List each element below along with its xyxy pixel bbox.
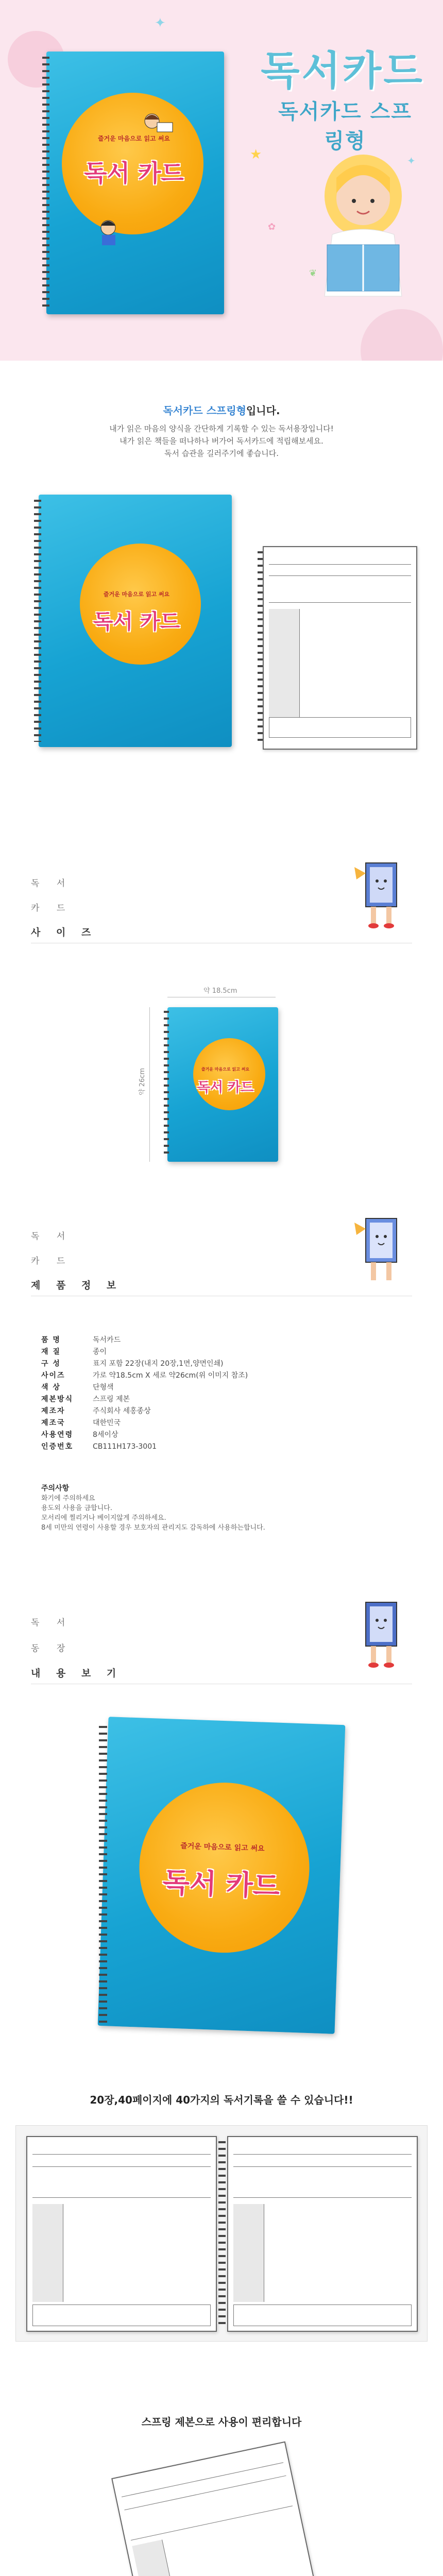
width-label: 약 18.5cm — [203, 987, 237, 995]
table-row — [41, 1429, 248, 1441]
spring-sheet-image — [111, 2442, 329, 2576]
intro-headline-bold: 독서카드 스프링형 — [163, 404, 246, 417]
cover-title: 독서 카드 — [197, 1080, 254, 1095]
info-key: 품 명 — [41, 1336, 61, 1344]
star-icon: ✦ — [155, 15, 166, 31]
table-row — [41, 1394, 248, 1405]
table-row — [41, 1370, 248, 1382]
info-key: 사용연령 — [41, 1431, 74, 1439]
caution-line: 용도외 사용을 금합니다. — [41, 1504, 112, 1512]
overview-sheet-image — [263, 546, 417, 750]
section-kicker: 독 서 — [31, 1231, 73, 1242]
spiral-binding — [258, 551, 263, 744]
table-row — [41, 1334, 248, 1346]
cover-caption: 즐거운 마음으로 읽고 써요 — [103, 591, 170, 598]
kid-icon — [93, 216, 129, 247]
left-page — [26, 2136, 217, 2332]
section-title-size: 사 이 즈 — [31, 927, 97, 938]
hero-banner — [0, 0, 443, 361]
info-key: 인증번호 — [41, 1443, 74, 1451]
height-label: 약 26cm — [139, 1067, 147, 1096]
hero-cover-image — [46, 52, 224, 314]
caution-title: 주의사항 — [41, 1484, 70, 1493]
section-kicker: 독 서 — [31, 1618, 73, 1628]
table-row — [41, 1382, 248, 1394]
info-key: 제조국 — [41, 1419, 65, 1427]
cover-caption: 즐거운 마음으로 읽고 써요 — [97, 135, 171, 142]
info-value: 8세이상 — [93, 1431, 118, 1439]
hero-subtitle: 독서카드 스프링형 — [278, 100, 412, 153]
right-page — [227, 2136, 418, 2332]
spiral-binding — [164, 1011, 169, 1158]
height-dimension-line — [149, 1007, 150, 1162]
book-mascot-icon — [350, 1597, 407, 1674]
table-row — [41, 1417, 248, 1429]
cover-caption: 즐거운 마음으로 읽고 써요 — [180, 1842, 265, 1853]
info-value: 스프링 제본 — [93, 1395, 130, 1403]
spiral-binding — [99, 1726, 107, 2025]
intro-line: 내가 읽은 책들을 떠나하나 버가어 독서카드에 적립해보세요. — [120, 436, 323, 446]
info-key: 재 질 — [41, 1348, 61, 1356]
section-kicker: 카 드 — [31, 903, 73, 913]
spiral-binding — [34, 500, 41, 742]
pages-caption: 20장,40페이지에 40가지의 독서기록을 쓸 수 있습니다!! — [90, 2094, 353, 2106]
table-row — [41, 1346, 248, 1358]
flower-icon: ✿ — [268, 222, 276, 232]
caution-line: 화기에 주의하세요 — [41, 1495, 95, 1502]
info-value: 단형색 — [93, 1383, 114, 1392]
intro-line: 독서 습관을 길러주기에 좋습니다. — [164, 449, 279, 458]
info-key: 색 상 — [41, 1383, 61, 1392]
info-value: 표지 포함 22장(내지 20장,1면,양면인쇄) — [93, 1360, 224, 1368]
reading-kid-icon — [137, 108, 178, 139]
info-value: 대한민국 — [93, 1419, 121, 1427]
caution-line: 8세 미만의 연령이 사용할 경우 보호자의 관리지도 감독하에 사용하는합니다. — [41, 1524, 265, 1532]
info-value: 독서카드 — [93, 1336, 121, 1344]
info-key: 구 성 — [41, 1360, 61, 1368]
table-row — [41, 1405, 248, 1417]
info-value: CB111H173-3001 — [93, 1443, 157, 1451]
intro-line: 내가 읽은 마음의 양식을 간단하게 기록할 수 있는 독서용장입니다! — [109, 424, 334, 433]
section-kicker: 독 서 — [31, 878, 73, 889]
cover-title: 독서 카드 — [93, 610, 180, 634]
spiral-binding — [42, 57, 49, 309]
intro-headline — [0, 404, 443, 418]
leaf-icon: ❦ — [309, 268, 317, 279]
caution-line: 모서리에 찔리거나 베이지않게 주의하세요. — [41, 1514, 166, 1522]
star-icon: ✦ — [407, 155, 416, 167]
open-spread-image — [15, 2125, 428, 2342]
cover-title: 독서 카드 — [84, 159, 184, 187]
info-key: 사이즈 — [41, 1371, 65, 1380]
cover-caption: 즐거운 마음으로 읽고 써요 — [201, 1067, 250, 1072]
section-kicker: 동 장 — [31, 1643, 73, 1654]
info-value: 주식회사 세홍종상 — [93, 1407, 151, 1415]
info-key: 제조자 — [41, 1407, 65, 1415]
product-info-table — [41, 1334, 248, 1453]
intro-headline-rest: 입니다. — [246, 404, 280, 417]
section-title-info: 제 품 정 보 — [31, 1280, 123, 1291]
star-icon: ★ — [250, 147, 262, 162]
book-mascot-icon — [350, 858, 407, 935]
caution-block — [41, 1484, 265, 1533]
spring-caption: 스프링 제본으로 사용이 편리합니다 — [141, 2416, 302, 2428]
overview-cover-image — [39, 495, 232, 747]
spiral-binding — [218, 2141, 226, 2327]
girl-reading-illustration — [291, 147, 425, 301]
info-value: 종이 — [93, 1348, 107, 1356]
cover-title: 독서 카드 — [162, 1866, 281, 1903]
info-key: 제본방식 — [41, 1395, 74, 1403]
content-cover-image — [98, 1717, 346, 2034]
size-cover-image — [167, 1007, 278, 1162]
book-mascot-icon — [350, 1213, 407, 1291]
table-row — [41, 1358, 248, 1370]
hero-title: 독서카드 — [261, 48, 424, 94]
section-kicker: 카 드 — [31, 1256, 73, 1266]
table-row — [41, 1441, 248, 1453]
info-value: 가로 약18.5cm X 세로 약26cm(위 이미지 참조) — [93, 1371, 248, 1380]
section-title-content: 내 용 보 기 — [31, 1668, 123, 1679]
decor-dot — [361, 309, 443, 361]
